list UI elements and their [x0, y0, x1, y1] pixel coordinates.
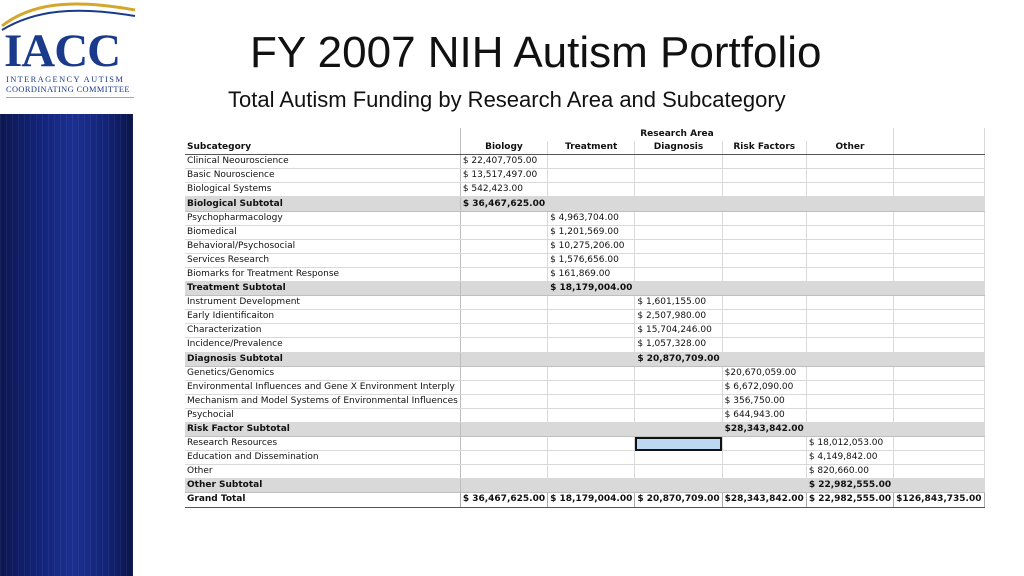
table-cell[interactable] [460, 366, 547, 380]
row-label-cell[interactable]: Early Idientificaiton [185, 310, 460, 324]
table-cell[interactable] [806, 380, 893, 394]
table-cell[interactable] [635, 422, 722, 436]
table-cell[interactable]: $ 644,943.00 [722, 408, 806, 422]
subtotal-row [185, 282, 984, 296]
table-cell[interactable] [460, 211, 547, 225]
table-cell[interactable] [548, 408, 635, 422]
table-cell[interactable] [894, 267, 984, 281]
table-cell[interactable] [894, 479, 984, 493]
row-label-cell[interactable]: Biological Subtotal [185, 197, 460, 211]
table-cell[interactable] [548, 338, 635, 352]
table-cell[interactable] [722, 465, 806, 479]
row-label-cell[interactable]: Biomedical [185, 225, 460, 239]
table-cell[interactable]: $ 36,467,625.00 [460, 493, 547, 507]
table-cell[interactable] [806, 225, 893, 239]
table-cell[interactable] [635, 479, 722, 493]
row-label-cell[interactable]: Diagnosis Subtotal [185, 352, 460, 366]
table-row [185, 366, 984, 380]
table-cell[interactable] [806, 296, 893, 310]
table-cell[interactable]: $ 20,870,709.00 [635, 352, 722, 366]
table-cell[interactable] [460, 479, 547, 493]
table-cell[interactable] [894, 465, 984, 479]
logo-wordmark: IACC [4, 25, 121, 77]
table-cell[interactable] [460, 437, 547, 451]
table-cell[interactable] [722, 437, 806, 451]
column-header[interactable]: Subcategory [185, 141, 460, 155]
table-cell[interactable] [548, 310, 635, 324]
table-cell[interactable] [806, 324, 893, 338]
table-cell[interactable] [722, 451, 806, 465]
table-cell[interactable] [460, 282, 547, 296]
table-cell[interactable] [635, 437, 722, 451]
subtotal-row [185, 422, 984, 436]
table-cell[interactable]: $ 4,963,704.00 [548, 211, 635, 225]
table-row [185, 451, 984, 465]
table-cell[interactable]: $ 1,057,328.00 [635, 338, 722, 352]
table-group-header-row [185, 128, 984, 141]
table-row [185, 324, 984, 338]
table-cell[interactable]: $126,843,735.00 [894, 493, 984, 507]
column-header[interactable]: Risk Factors [722, 141, 806, 155]
table-cell[interactable] [635, 282, 722, 296]
table-cell[interactable] [460, 422, 547, 436]
table-cell[interactable]: $ 820,660.00 [806, 465, 893, 479]
table-cell[interactable]: $ 161,869.00 [548, 267, 635, 281]
table-cell[interactable] [722, 253, 806, 267]
page-title: FY 2007 NIH Autism Portfolio [250, 28, 822, 77]
row-label-cell[interactable]: Research Resources [185, 437, 460, 451]
table-cell[interactable]: $ 6,672,090.00 [722, 380, 806, 394]
table-cell[interactable] [548, 183, 635, 197]
table-row [185, 310, 984, 324]
table-cell[interactable] [722, 169, 806, 183]
table-cell[interactable] [894, 338, 984, 352]
table-cell[interactable]: $ 18,012,053.00 [806, 437, 893, 451]
table-cell[interactable] [635, 380, 722, 394]
table-cell[interactable] [635, 169, 722, 183]
table-cell[interactable] [722, 324, 806, 338]
table-cell[interactable] [722, 211, 806, 225]
table-cell[interactable] [548, 422, 635, 436]
table-cell[interactable] [548, 380, 635, 394]
table-cell[interactable] [806, 310, 893, 324]
table-cell[interactable] [460, 239, 547, 253]
table-cell[interactable] [548, 437, 635, 451]
table-row [185, 253, 984, 267]
table-cell[interactable] [722, 310, 806, 324]
table-cell[interactable] [894, 296, 984, 310]
table-cell[interactable] [894, 155, 984, 169]
table-cell[interactable] [635, 183, 722, 197]
table-cell[interactable]: $ 18,179,004.00 [548, 282, 635, 296]
row-label-cell[interactable]: Biological Systems [185, 183, 460, 197]
row-label-cell[interactable]: Services Research [185, 253, 460, 267]
table-cell[interactable] [548, 324, 635, 338]
table-cell[interactable]: $ 2,507,980.00 [635, 310, 722, 324]
table-cell[interactable] [635, 155, 722, 169]
funding-table [185, 128, 985, 508]
row-label-cell[interactable]: Incidence/Prevalence [185, 338, 460, 352]
table-cell[interactable] [806, 394, 893, 408]
table-cell[interactable] [548, 296, 635, 310]
table-cell[interactable] [722, 267, 806, 281]
table-cell[interactable]: $ 1,601,155.00 [635, 296, 722, 310]
table-cell[interactable] [548, 197, 635, 211]
table-cell[interactable] [635, 225, 722, 239]
table-cell[interactable] [460, 338, 547, 352]
row-label-cell[interactable]: Other [185, 465, 460, 479]
table-cell[interactable] [635, 267, 722, 281]
table-cell[interactable] [894, 366, 984, 380]
table-cell[interactable] [635, 394, 722, 408]
column-header[interactable] [894, 141, 984, 155]
table-row [185, 155, 984, 169]
table-cell[interactable] [806, 352, 893, 366]
table-cell[interactable] [894, 128, 984, 141]
table-row [185, 408, 984, 422]
table-cell[interactable] [548, 366, 635, 380]
table-row [185, 394, 984, 408]
table-cell[interactable]: $ 18,179,004.00 [548, 493, 635, 507]
table-cell[interactable] [635, 465, 722, 479]
table-cell[interactable]: $ 22,982,555.00 [806, 493, 893, 507]
table-cell[interactable] [894, 408, 984, 422]
table-cell[interactable] [722, 338, 806, 352]
table-cell[interactable] [722, 155, 806, 169]
table-cell[interactable] [894, 310, 984, 324]
table-cell[interactable]: $ 1,576,656.00 [548, 253, 635, 267]
table-cell[interactable] [806, 282, 893, 296]
table-cell[interactable] [722, 225, 806, 239]
table-cell[interactable] [806, 239, 893, 253]
table-cell[interactable] [894, 211, 984, 225]
table-cell[interactable] [894, 422, 984, 436]
table-cell[interactable]: $ 36,467,625.00 [460, 197, 547, 211]
table-row [185, 338, 984, 352]
table-cell[interactable]: $20,670,059.00 [722, 366, 806, 380]
table-cell[interactable]: $ 356,750.00 [722, 394, 806, 408]
research-area-header[interactable]: Research Area [460, 128, 893, 141]
table-header-row [185, 141, 984, 155]
table-cell[interactable]: $ 1,201,569.00 [548, 225, 635, 239]
table-cell[interactable] [548, 479, 635, 493]
row-label-cell[interactable]: Treatment Subtotal [185, 282, 460, 296]
table-cell[interactable] [548, 394, 635, 408]
row-label-cell[interactable]: Mechanism and Model Systems of Environmental Influences [185, 394, 460, 408]
table-cell[interactable] [460, 310, 547, 324]
table-cell[interactable]: $28,343,842.00 [722, 422, 806, 436]
table-cell[interactable] [185, 128, 460, 141]
table-cell[interactable] [806, 183, 893, 197]
row-label-cell[interactable]: Behavioral/Psychosocial [185, 239, 460, 253]
table-cell[interactable]: $ 542,423.00 [460, 183, 547, 197]
table-row [185, 239, 984, 253]
table-cell[interactable] [894, 324, 984, 338]
column-header[interactable]: Diagnosis [635, 141, 722, 155]
table-row [185, 380, 984, 394]
table-cell[interactable] [635, 197, 722, 211]
page-subtitle: Total Autism Funding by Research Area and Subcategory [228, 87, 786, 112]
table-row [185, 225, 984, 239]
table-cell[interactable] [806, 408, 893, 422]
table-cell[interactable] [460, 296, 547, 310]
table-cell[interactable] [894, 380, 984, 394]
table-cell[interactable] [460, 267, 547, 281]
table-cell[interactable] [548, 352, 635, 366]
row-label-cell[interactable]: Clinical Neouroscience [185, 155, 460, 169]
table-cell[interactable] [460, 408, 547, 422]
table-cell[interactable]: $ 22,407,705.00 [460, 155, 547, 169]
table-row [185, 437, 984, 451]
row-label-cell[interactable]: Grand Total [185, 493, 460, 507]
table-cell[interactable]: $28,343,842.00 [722, 493, 806, 507]
table-cell[interactable] [635, 408, 722, 422]
table-cell[interactable] [635, 253, 722, 267]
iacc-logo [0, 0, 140, 110]
table-cell[interactable] [548, 451, 635, 465]
table-row [185, 465, 984, 479]
table-cell[interactable]: $ 10,275,206.00 [548, 239, 635, 253]
row-label-cell[interactable]: Environmental Influences and Gene X Environment Interply [185, 380, 460, 394]
table-cell[interactable] [460, 394, 547, 408]
table-cell[interactable] [548, 465, 635, 479]
table-row [185, 183, 984, 197]
table-cell[interactable] [635, 451, 722, 465]
table-cell[interactable] [460, 451, 547, 465]
table-cell[interactable] [635, 211, 722, 225]
table-cell[interactable] [894, 352, 984, 366]
table-cell[interactable] [806, 155, 893, 169]
table-cell[interactable] [894, 437, 984, 451]
table-cell[interactable] [894, 253, 984, 267]
subtotal-row [185, 197, 984, 211]
table-cell[interactable] [894, 282, 984, 296]
row-label-cell[interactable]: Instrument Development [185, 296, 460, 310]
table-cell[interactable] [460, 465, 547, 479]
table-row [185, 211, 984, 225]
logo-line-2: COORDINATING COMMITTEE [6, 85, 130, 94]
column-header[interactable]: Treatment [548, 141, 635, 155]
table-cell[interactable] [894, 183, 984, 197]
row-label-cell[interactable]: Education and Dissemination [185, 451, 460, 465]
table-cell[interactable]: $ 22,982,555.00 [806, 479, 893, 493]
row-label-cell[interactable]: Characterization [185, 324, 460, 338]
left-decorative-bar [0, 114, 133, 576]
table-cell[interactable]: $ 4,149,842.00 [806, 451, 893, 465]
table-cell[interactable] [894, 451, 984, 465]
table-cell[interactable] [722, 183, 806, 197]
table-cell[interactable] [460, 380, 547, 394]
table-cell[interactable]: $ 13,517,497.00 [460, 169, 547, 183]
logo-divider [6, 97, 134, 98]
row-label-cell[interactable]: Risk Factor Subtotal [185, 422, 460, 436]
table-cell[interactable] [460, 324, 547, 338]
table-cell[interactable] [722, 352, 806, 366]
table-row [185, 267, 984, 281]
subtotal-row [185, 479, 984, 493]
table-cell[interactable] [722, 197, 806, 211]
row-label-cell[interactable]: Psychocial [185, 408, 460, 422]
table-cell[interactable] [806, 338, 893, 352]
column-header[interactable]: Other [806, 141, 893, 155]
table-cell[interactable] [894, 225, 984, 239]
logo-line-1: INTERAGENCY AUTISM [6, 75, 125, 84]
table-cell[interactable] [894, 394, 984, 408]
table-cell[interactable] [806, 197, 893, 211]
table-row [185, 296, 984, 310]
table-cell[interactable] [806, 422, 893, 436]
row-label-cell[interactable]: Psychopharmacology [185, 211, 460, 225]
row-label-cell[interactable]: Other Subtotal [185, 479, 460, 493]
table-cell[interactable] [806, 211, 893, 225]
table-cell[interactable] [548, 169, 635, 183]
table-cell[interactable] [722, 296, 806, 310]
table-cell[interactable] [806, 267, 893, 281]
row-label-cell[interactable]: Genetics/Genomics [185, 366, 460, 380]
table-cell[interactable]: $ 15,704,246.00 [635, 324, 722, 338]
table-cell[interactable]: $ 20,870,709.00 [635, 493, 722, 507]
subtotal-row [185, 352, 984, 366]
row-label-cell[interactable]: Biomarks for Treatment Response [185, 267, 460, 281]
table-cell[interactable] [806, 169, 893, 183]
table-cell[interactable] [548, 155, 635, 169]
grand-total-row [185, 493, 984, 507]
column-header[interactable]: Biology [460, 141, 547, 155]
table-cell[interactable] [806, 366, 893, 380]
table-cell[interactable] [894, 169, 984, 183]
table-cell[interactable] [806, 253, 893, 267]
table-cell[interactable] [722, 282, 806, 296]
row-label-cell[interactable]: Basic Nouroscience [185, 169, 460, 183]
table-cell[interactable] [722, 239, 806, 253]
table-row [185, 169, 984, 183]
table-cell[interactable] [894, 197, 984, 211]
table-cell[interactable] [460, 225, 547, 239]
table-cell[interactable] [635, 366, 722, 380]
table-cell[interactable] [460, 352, 547, 366]
table-cell[interactable] [894, 239, 984, 253]
table-cell[interactable] [460, 253, 547, 267]
table-cell[interactable] [635, 239, 722, 253]
table-cell[interactable] [722, 479, 806, 493]
